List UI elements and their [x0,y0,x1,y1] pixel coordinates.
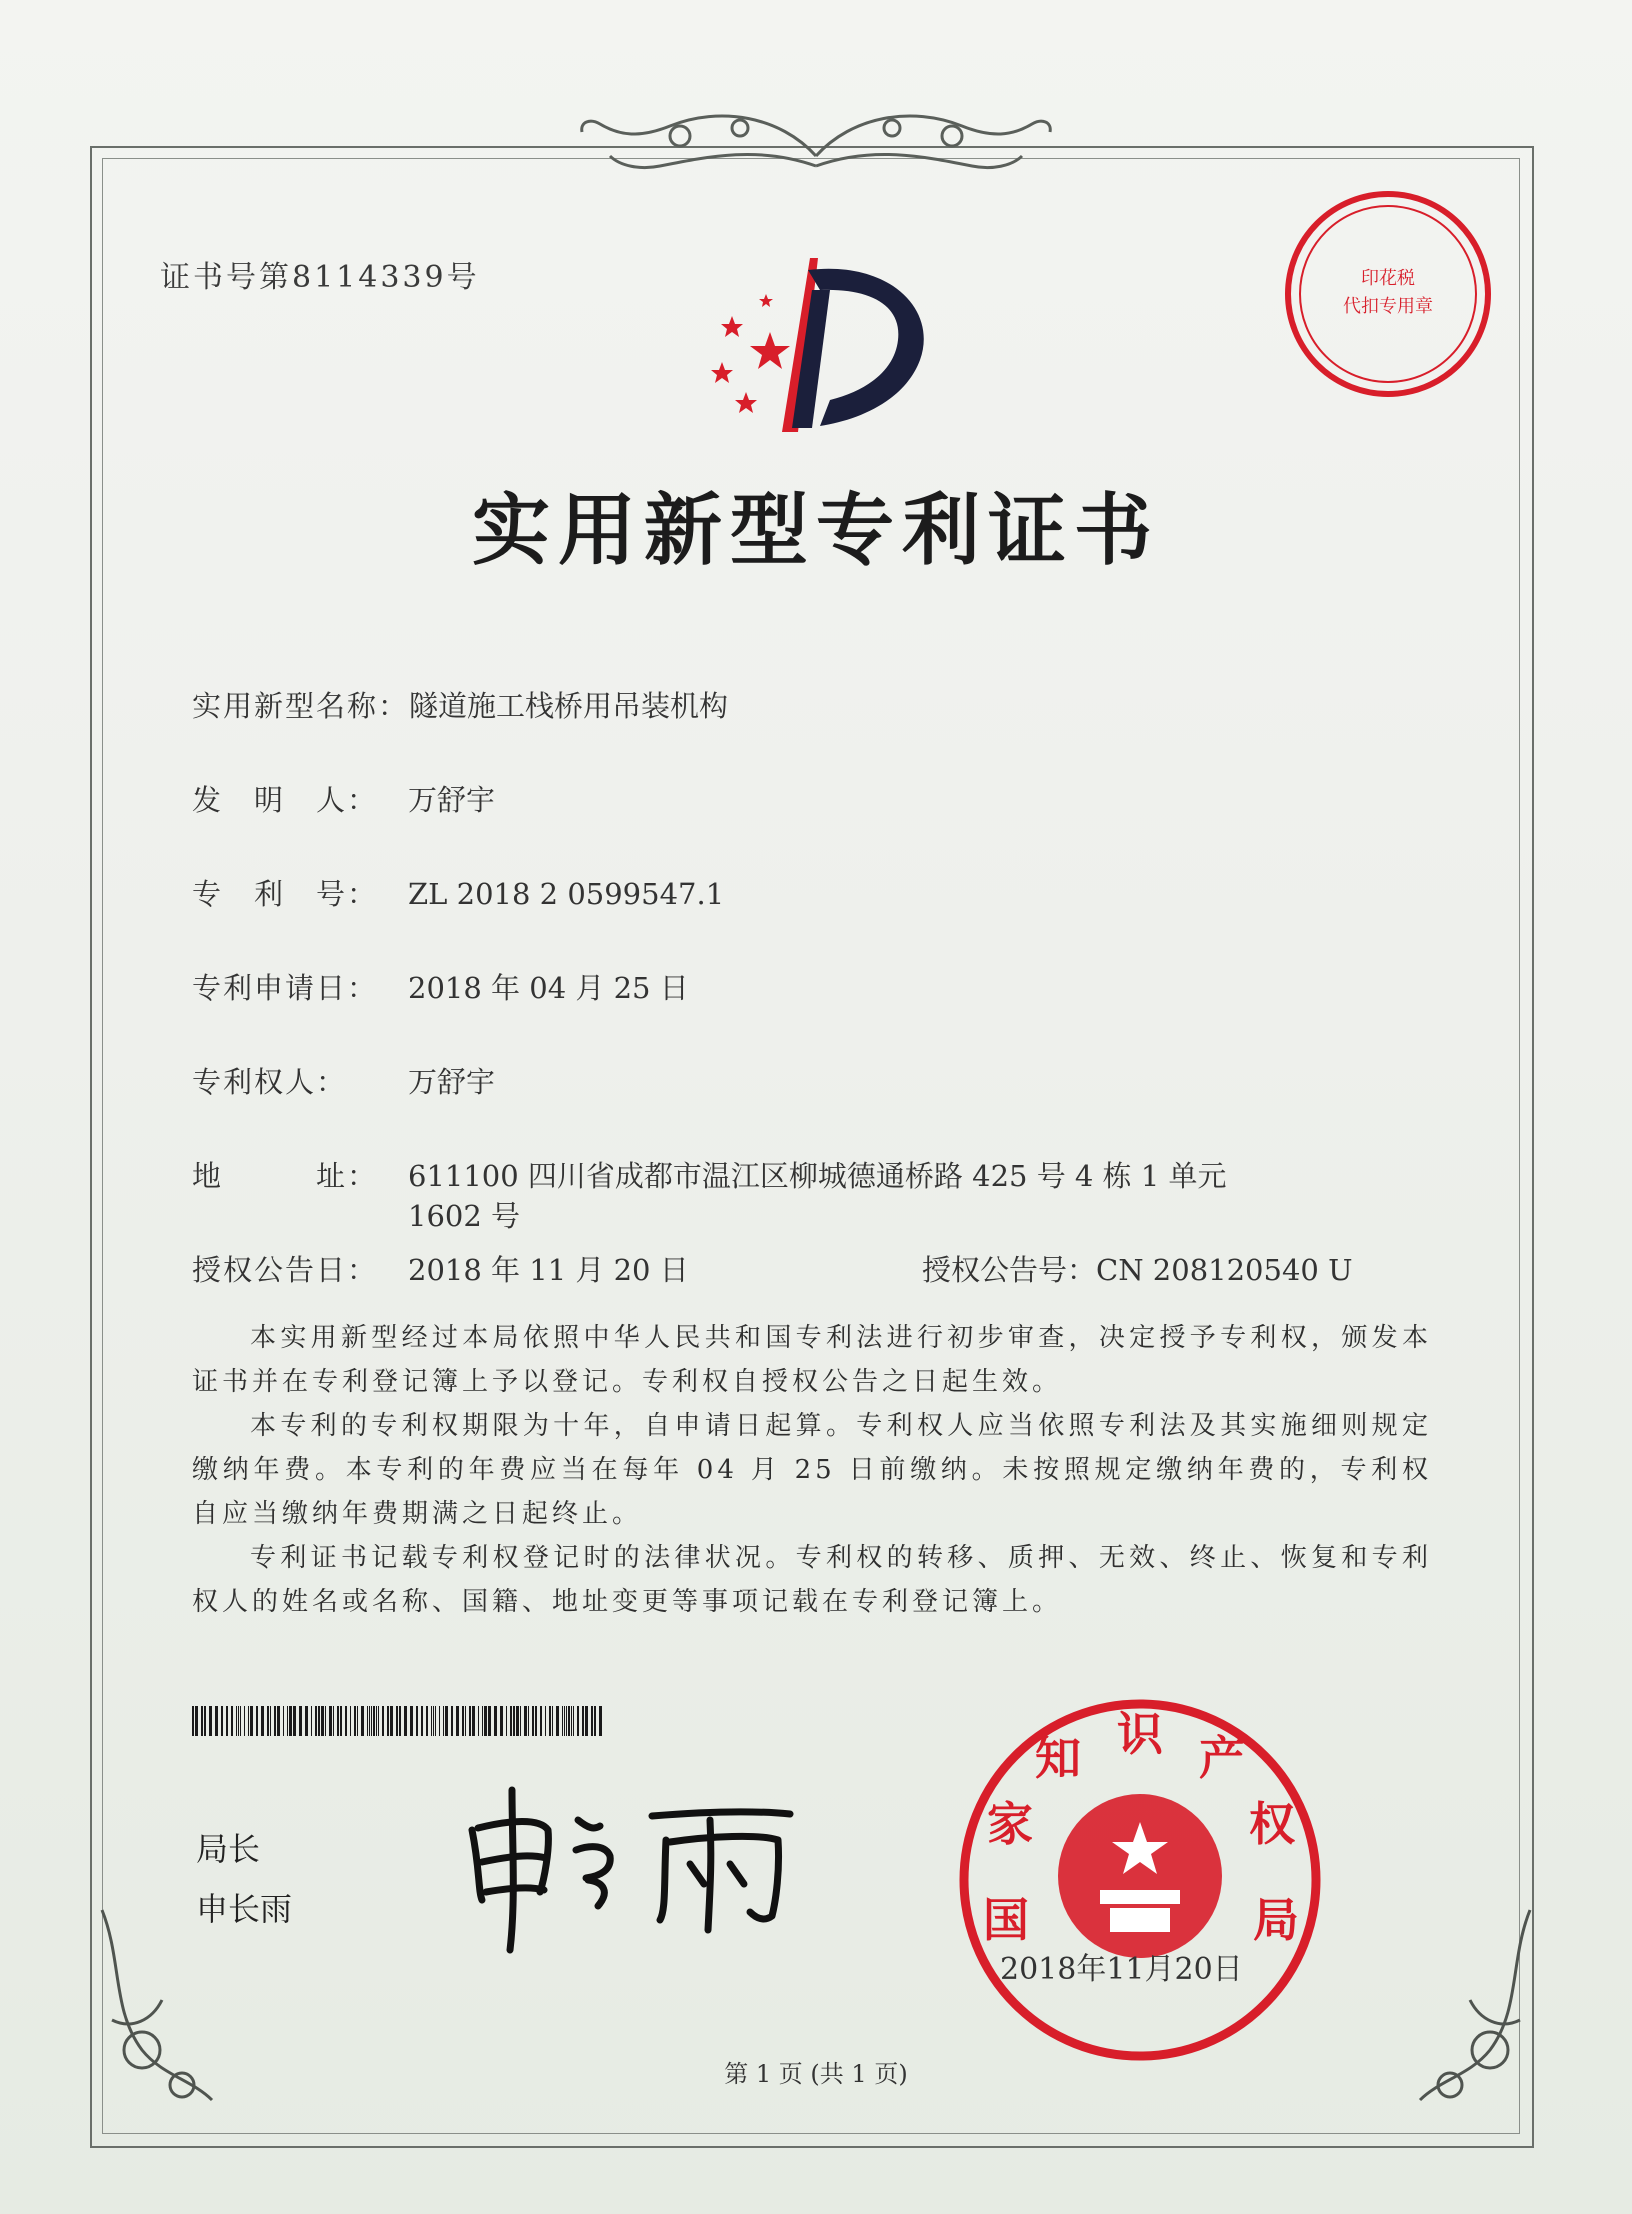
svg-text:识: 识 [1117,1707,1163,1761]
utility-model-name-row [192,684,728,725]
grant-number-value: CN 208120540 U [1096,1253,1353,1287]
grant-date-row [192,1248,689,1289]
handwritten-signature-icon [460,1780,820,1960]
address-row [192,1154,1227,1195]
svg-text:知: 知 [1035,1731,1081,1785]
svg-text:局: 局 [1253,1893,1299,1947]
patent-number-value: ZL 2018 2 0599547.1 [408,877,725,911]
director-title: 局长 [196,1830,261,1868]
certificate-title: 实用新型专利证书 [471,486,1160,576]
address-value-line1: 611100 四川省成都市温江区柳城德通桥路 425 号 4 栋 1 单元 [408,1159,1227,1193]
top-ornament-icon [560,96,1072,182]
svg-text:权: 权 [1249,1797,1295,1851]
patent-number-row [192,872,724,913]
address-label: 地 址： [192,1159,379,1193]
body-paragraph-2: 本专利的专利权期限为十年，自申请日起算。专利权人应当依照专利法及其实施细则规定缴纳年费。本专利的年费应当在每年 04 月 25 日前缴纳。未按照规定缴纳年费的，专利权自应当缴纳年费期满之日起终止。 [192,1411,1432,1529]
svg-text:产: 产 [1199,1731,1245,1785]
patentee-value: 万舒宇 [408,1065,496,1099]
filing-date-value: 2018 年 04 月 25 日 [408,971,689,1005]
grant-number-row [922,1248,1353,1289]
grant-date-value: 2018 年 11 月 20 日 [408,1253,689,1287]
svg-text:代扣专用章: 代扣专用章 [1343,296,1433,317]
patentee-row [192,1060,495,1101]
svg-text:国: 国 [983,1893,1029,1947]
inventor-value: 万舒宇 [408,783,496,817]
svg-text:家: 家 [987,1797,1033,1851]
seal-date: 2018年11月20日 [1000,1952,1243,1987]
inventor-row [192,778,495,819]
body-paragraph-3: 专利证书记载专利权登记时的法律状况。专利权的转移、质押、无效、终止、恢复和专利权人的姓名或名称、国籍、地址变更等事项记载在专利登记簿上。 [192,1543,1432,1617]
inventor-label: 发 明 人： [192,783,379,817]
page-number: 第 1 页 (共 1 页) [724,2060,908,2088]
tax-stamp-seal-icon [1278,184,1498,404]
cnipa-logo-icon [680,250,940,440]
filing-date-row [192,966,689,1007]
certificate-number: 证书号第8114339号 [160,260,480,295]
grant-number-label: 授权公告号： [922,1253,1097,1287]
cnipa-official-seal-icon [950,1690,1330,2070]
address-value-line2: 1602 号 [408,1199,521,1233]
svg-text:印花税: 印花税 [1361,268,1415,289]
patent-number-label: 专 利 号： [192,877,379,911]
utility-model-name-value: 隧道施工栈桥用吊装机构 [409,689,729,723]
filing-date-label: 专利申请日： [192,971,379,1005]
director-name: 申长雨 [196,1890,293,1928]
body-paragraph-1: 本实用新型经过本局依照中华人民共和国专利法进行初步审查，决定授予专利权，颁发本证书并在专利登记簿上予以登记。专利权自授权公告之日起生效。 [192,1323,1432,1397]
barcode-icon [192,1706,606,1736]
utility-model-name-label: 实用新型名称： [192,689,410,723]
patentee-label: 专利权人： [192,1065,348,1099]
grant-date-label: 授权公告日： [192,1253,379,1287]
